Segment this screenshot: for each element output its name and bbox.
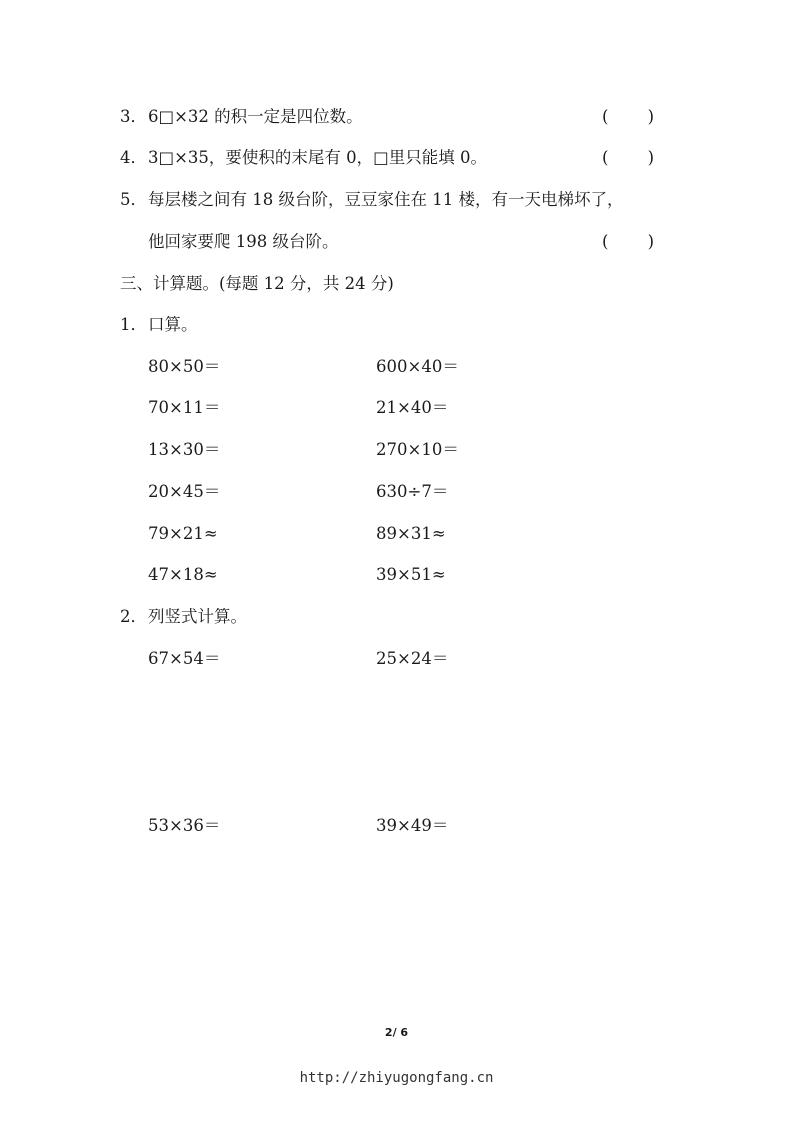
oral-calc-item: 89×31≈: [376, 524, 446, 543]
oral-calc-item: 39×51≈: [376, 565, 446, 584]
oral-calc-item: 270×10＝: [376, 440, 459, 459]
question-text: 3□×35，要使积的末尾有 0，□里只能填 0。: [148, 148, 487, 167]
vertical-calc-item: 53×36＝: [148, 816, 221, 835]
left-paren: (: [602, 107, 609, 126]
right-paren: ): [647, 107, 654, 126]
question-text-line1: 每层楼之间有 18 级台阶，豆豆家住在 11 楼，有一天电梯坏了，: [148, 190, 624, 209]
question-number: 4．: [120, 148, 147, 167]
oral-calc-item: 600×40＝: [376, 357, 459, 376]
subsection-title: 列竖式计算。: [148, 607, 247, 626]
oral-calc-item: 79×21≈: [148, 524, 218, 543]
right-paren: ): [647, 232, 654, 251]
left-paren: (: [602, 148, 609, 167]
subsection-title: 口算。: [148, 315, 198, 334]
oral-calc-item: 630÷7＝: [376, 482, 449, 501]
question-text: 6□×32 的积一定是四位数。: [148, 107, 363, 126]
oral-calc-item: 70×11＝: [148, 398, 221, 417]
vertical-calc-item: 25×24＝: [376, 649, 449, 668]
subsection-number: 1．: [120, 315, 147, 334]
oral-calc-item: 47×18≈: [148, 565, 218, 584]
question-text-line2: 他回家要爬 198 级台阶。: [148, 232, 339, 251]
oral-calc-item: 20×45＝: [148, 482, 221, 501]
right-paren: ): [647, 148, 654, 167]
oral-calc-item: 13×30＝: [148, 440, 221, 459]
page-number: 2/ 6: [384, 1026, 409, 1039]
question-number: 3．: [120, 107, 147, 126]
vertical-calc-item: 67×54＝: [148, 649, 221, 668]
oral-calc-item: 80×50＝: [148, 357, 221, 376]
vertical-calc-item: 39×49＝: [376, 816, 449, 835]
left-paren: (: [602, 232, 609, 251]
footer-url[interactable]: http://zhiyugongfang.cn: [299, 1070, 494, 1086]
subsection-number: 2．: [120, 607, 147, 626]
oral-calc-item: 21×40＝: [376, 398, 449, 417]
question-number: 5．: [120, 190, 147, 209]
section-heading: 三、计算题。(每题 12 分，共 24 分): [120, 274, 394, 293]
